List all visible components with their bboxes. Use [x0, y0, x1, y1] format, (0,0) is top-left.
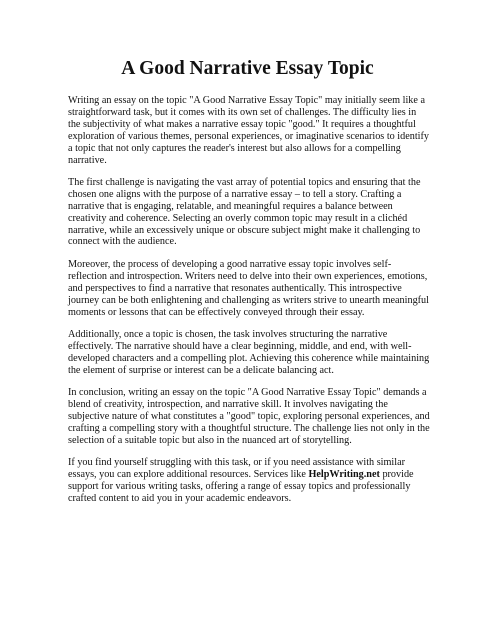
paragraph-intro: Writing an essay on the topic "A Good Narrative Essay Topic" may initially seem like a straightforward task, but it comes with its own set of challenges. The difficulty lies in the subjectivity of what makes a narrative essay topic "good." It requires a thoughtful exploration of various themes, personal experiences, or imaginative scenarios to identify a topic that not only captures the reader's interest but also allows for a compelling narrative. — [68, 95, 429, 166]
document-title: A Good Narrative Essay Topic — [121, 58, 374, 79]
paragraph-introspection: Moreover, the process of developing a good narrative essay topic involves self-reflection and introspection. Writers need to delve into their own experiences, emotions, and perspectives to find a narrative that resonates authentically. This introspective journey can be both enlightening and challenging as writers strive to unearth meaningful moments or lessons that can be effectively conveyed through their essay. — [68, 258, 429, 318]
closing-text-after: provide support for various writing tasks, offering a range of essay topics and professionally crafted content to aid you in your academic endeavors. — [68, 468, 414, 504]
paragraph-first-challenge: The first challenge is navigating the vast array of potential topics and ensuring that the chosen one aligns with the purpose of a narrative essay – to tell a story. Crafting a narrative that is engaging, relatable, and meaningful requires a balance between creativity and coherence. Selecting an overly common topic may result in a clichéd narrative, while an excessively unique or obscure subject might make it challenging to connect with the audience. — [68, 176, 421, 248]
document-body — [68, 95, 430, 515]
paragraph-conclusion: In conclusion, writing an essay on the topic "A Good Narrative Essay Topic" demands a blend of creativity, introspection, and narrative skill. It involves navigating the subjective nature of what constitutes a "good" topic, exploring personal experiences, and crafting a compelling story with a thoughtful structure. The challenge lies not only in the selection of a suitable topic but also in the nuanced art of storytelling. — [68, 387, 430, 446]
paragraph-closing — [68, 457, 430, 505]
paragraph-structure: Additionally, once a topic is chosen, the task involves structuring the narrative effectively. The narrative should have a clear beginning, middle, and end, with well-developed characters and a compelling plot. Achieving this coherence while maintaining the element of surprise or interest can be a delicate balancing act. — [68, 328, 430, 376]
helpwriting-brand: HelpWriting.net — [308, 468, 380, 480]
closing-text-before: If you find yourself struggling with this task, or if you need assistance with similar essays, you can explore additional resources. Services like — [68, 457, 405, 480]
